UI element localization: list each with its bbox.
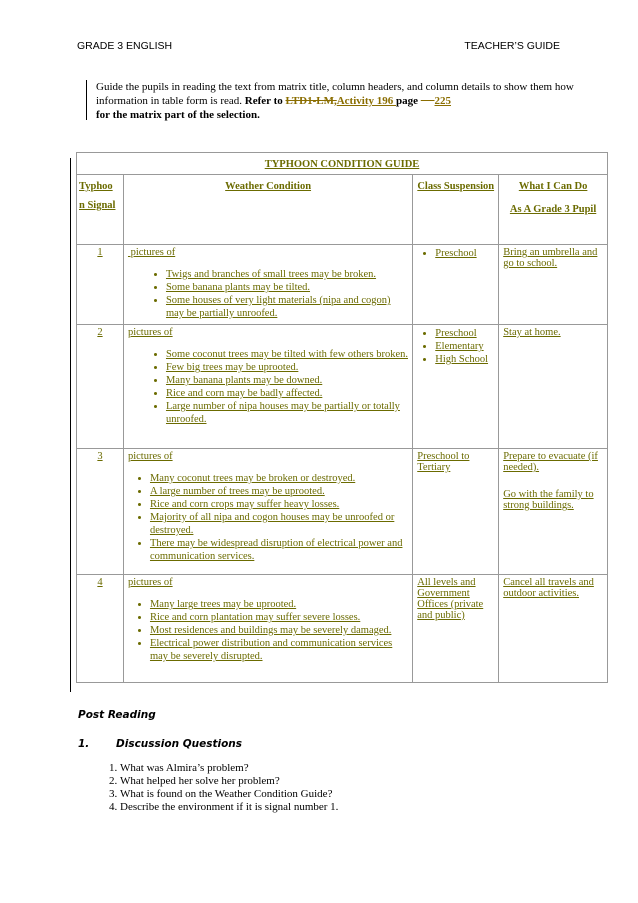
table-row bbox=[77, 575, 608, 683]
what-text: Prepare to evacuate (if needed). bbox=[503, 451, 598, 473]
header-what-line1: What I Can Do bbox=[518, 181, 588, 192]
weather-cell bbox=[123, 575, 412, 683]
header-signal: Typhoo n Signal bbox=[77, 175, 124, 245]
discussion-number: 1. bbox=[78, 738, 90, 750]
lead-text: pictures of bbox=[127, 451, 173, 462]
what-cell: Stay at home. bbox=[499, 325, 608, 449]
signal-number: 3 bbox=[77, 449, 124, 575]
list-item: • Preschool bbox=[435, 247, 494, 260]
list-item: • Most residences and buildings may be severely damaged. bbox=[150, 624, 408, 637]
question-item: 1. What was Almira’s problem? bbox=[120, 762, 338, 775]
question-item: 4. Describe the environment if it is signal number 1. bbox=[120, 801, 338, 814]
lead-text: pictures of bbox=[127, 327, 173, 338]
weather-cell bbox=[123, 449, 412, 575]
class-cell bbox=[413, 325, 499, 449]
inserted-activity: Activity 196 bbox=[336, 95, 396, 107]
list-item: • Rice and corn may be badly affected. bbox=[166, 387, 408, 400]
what-cell: Bring an umbrella and go to school. bbox=[499, 245, 608, 325]
list-item: • Majority of all nipa and cogon houses may be unroofed or destroyed. bbox=[150, 511, 408, 537]
header-what-line2: As A Grade 3 Pupil bbox=[509, 204, 597, 215]
list-item: • Few big trees may be uprooted. bbox=[166, 361, 408, 374]
list-item: • Rice and corn crops may suffer heavy losses. bbox=[150, 498, 408, 511]
intro-paragraph bbox=[96, 80, 576, 122]
intro-text: Guide the pupils in reading the text from matrix title, column headers, and column details to show them how information in table form is read. bbox=[96, 81, 574, 107]
list-item: • Some banana plants may be tilted. bbox=[166, 281, 408, 294]
list-item: • Preschool bbox=[435, 327, 494, 340]
list-item: • A large number of trees may be uprooted. bbox=[150, 485, 408, 498]
table-row bbox=[77, 449, 608, 575]
intro-text-2: for the matrix part of the selection. bbox=[96, 109, 260, 121]
list-item: • Many large trees may be uprooted. bbox=[150, 598, 408, 611]
what-text: Go with the family to strong buildings. bbox=[503, 489, 594, 511]
change-bar bbox=[86, 80, 87, 120]
signal-number: 4 bbox=[77, 575, 124, 683]
question-list bbox=[82, 762, 338, 814]
discussion-label: Discussion Questions bbox=[116, 738, 243, 750]
signal-number: 1 bbox=[77, 245, 124, 325]
header-weather: Weather Condition bbox=[123, 175, 412, 245]
post-reading-heading: Post Reading bbox=[78, 709, 156, 721]
class-cell bbox=[413, 245, 499, 325]
list-item: • Large number of nipa houses may be partially or totally unroofed. bbox=[166, 400, 408, 426]
list-item: • Many banana plants may be downed. bbox=[166, 374, 408, 387]
deleted-page bbox=[421, 95, 435, 107]
list-item: • There may be widespread disruption of electrical power and communication services. bbox=[150, 537, 408, 563]
class-cell: All levels and Government Offices (private and public) bbox=[413, 575, 499, 683]
page-header-left: GRADE 3 ENGLISH bbox=[77, 40, 173, 52]
list-item: • Many coconut trees may be broken or destroyed. bbox=[150, 472, 408, 485]
what-cell bbox=[499, 449, 608, 575]
inserted-page-num: 225 bbox=[434, 95, 451, 107]
list-item: • High School bbox=[435, 353, 494, 366]
table-title: TYPHOON CONDITION GUIDE bbox=[77, 153, 608, 175]
typhoon-condition-table bbox=[76, 152, 608, 683]
page-header-right: TEACHER’S GUIDE bbox=[464, 40, 560, 52]
list-item: • Elementary bbox=[435, 340, 494, 353]
list-item: • Rice and corn plantation may suffer severe losses. bbox=[150, 611, 408, 624]
question-item: 2. What helped her solve her problem? bbox=[120, 775, 338, 788]
question-item: 3. What is found on the Weather Condition Guide? bbox=[120, 788, 338, 801]
table-row bbox=[77, 245, 608, 325]
discussion-heading bbox=[78, 738, 242, 750]
intro-page-word: page bbox=[396, 95, 421, 107]
list-item: • Electrical power distribution and communication services may be severely disrupted. bbox=[150, 637, 408, 663]
class-cell: Preschool to Tertiary bbox=[413, 449, 499, 575]
signal-number: 2 bbox=[77, 325, 124, 449]
lead-text: pictures of bbox=[127, 247, 176, 258]
list-item: • Twigs and branches of small trees may be broken. bbox=[166, 268, 408, 281]
header-what bbox=[499, 175, 608, 245]
header-class: Class Suspension bbox=[413, 175, 499, 245]
list-item: • Some houses of very light materials (nipa and cogon) may be partially unroofed. bbox=[166, 294, 408, 320]
change-bar-table bbox=[70, 158, 71, 692]
intro-refer: Refer to bbox=[244, 95, 286, 107]
weather-cell bbox=[123, 245, 412, 325]
lead-text: pictures of bbox=[127, 577, 173, 588]
weather-cell bbox=[123, 325, 412, 449]
deleted-ref: LTD1-LM, bbox=[285, 95, 337, 107]
list-item: • Some coconut trees may be tilted with few others broken. bbox=[166, 348, 408, 361]
table-row bbox=[77, 325, 608, 449]
what-cell: Cancel all travels and outdoor activities. bbox=[499, 575, 608, 683]
